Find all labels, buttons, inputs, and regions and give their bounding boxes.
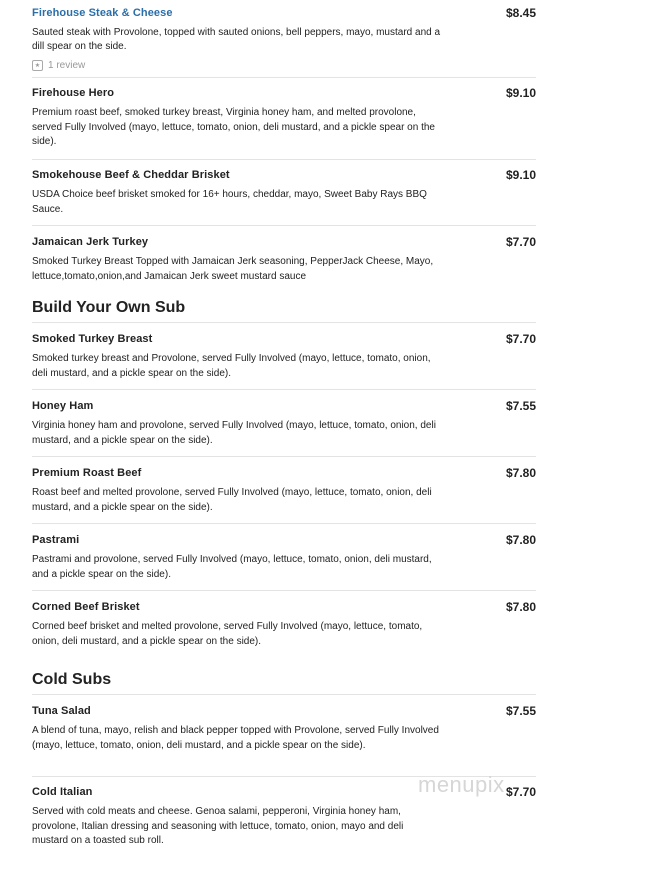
menu-item-price: $7.55 bbox=[505, 399, 536, 413]
menu-item-description: Sauted steak with Provolone, topped with sauted onions, bell peppers, mayo, mustard and a dill spear on the side. bbox=[32, 26, 441, 52]
menu-item-description: A blend of tuna, mayo, relish and black pepper topped with Provolone, served Fully Involved (mayo, lettuce, tomato, onion, deli mustard, and a pickle spear on the side). bbox=[32, 725, 439, 751]
menu-item bbox=[32, 323, 536, 390]
menu-item-price: $7.70 bbox=[505, 332, 536, 346]
menu-item bbox=[32, 0, 536, 78]
review-link[interactable] bbox=[32, 59, 536, 73]
menu-item bbox=[32, 390, 536, 457]
menu-item bbox=[32, 226, 536, 299]
menu-item-header bbox=[32, 86, 536, 106]
menu-item-header bbox=[32, 235, 536, 255]
menu-item-header bbox=[32, 600, 536, 620]
menu-item-description: Corned beef brisket and melted provolone, served Fully Involved (mayo, lettuce, tomato, onion, deli mustard, and a pickle spear on the side). bbox=[32, 621, 423, 647]
menu-item-description: USDA Choice beef brisket smoked for 16+ hours, cheddar, mayo, Sweet Baby Rays BBQ Sauce. bbox=[32, 189, 427, 215]
menu-item-name-link[interactable]: Firehouse Steak & Cheese bbox=[32, 7, 173, 19]
menu-item bbox=[32, 160, 536, 226]
menu-item bbox=[32, 524, 536, 591]
menu-item-name: Honey Ham bbox=[32, 400, 94, 412]
menu-item-name: Smokehouse Beef & Cheddar Brisket bbox=[32, 169, 230, 181]
menu-item bbox=[32, 591, 536, 671]
menu-item-price: $9.10 bbox=[505, 168, 536, 182]
menu-item-description: Premium roast beef, smoked turkey breast, Virginia honey ham, and melted provolone, served Fully Involved (mayo, lettuce, tomato, onion, deli mustard, and a pickle spear on the side). bbox=[32, 107, 435, 147]
menu-item-header bbox=[32, 332, 536, 352]
menu-item-price: $7.55 bbox=[505, 704, 536, 718]
review-count: 1 review bbox=[48, 60, 86, 71]
watermark-logo: menupix bbox=[418, 772, 505, 797]
menu-item-name: Firehouse Hero bbox=[32, 87, 115, 99]
menu-list bbox=[32, 0, 536, 855]
menu-item-price: $7.80 bbox=[505, 533, 536, 547]
menu-item bbox=[32, 457, 536, 524]
menu-item-header bbox=[32, 785, 536, 805]
menu-item-name: Tuna Salad bbox=[32, 705, 91, 717]
menu-item-header bbox=[32, 6, 536, 26]
section-title-build-your-own: Build Your Own Sub bbox=[32, 299, 536, 323]
menu-item-header bbox=[32, 399, 536, 419]
menu-item-header bbox=[32, 533, 536, 553]
menu-item-price: $7.80 bbox=[505, 466, 536, 480]
menu-item-header bbox=[32, 168, 536, 188]
menu-item bbox=[32, 78, 536, 160]
menu-item-name: Corned Beef Brisket bbox=[32, 601, 140, 613]
menu-item bbox=[32, 777, 536, 855]
menu-item-name: Cold Italian bbox=[32, 786, 93, 798]
menu-item-header bbox=[32, 466, 536, 486]
menu-item-description: Virginia honey ham and provolone, served Fully Involved (mayo, lettuce, tomato, onion, deli mustard, and a pickle spear on the side). bbox=[32, 420, 436, 446]
menu-item-name: Premium Roast Beef bbox=[32, 467, 142, 479]
menu-item-price: $9.10 bbox=[505, 86, 536, 100]
section-title-cold-subs: Cold Subs bbox=[32, 671, 536, 695]
menu-item bbox=[32, 695, 536, 777]
menu-item-description: Smoked Turkey Breast Topped with Jamaican Jerk seasoning, PepperJack Cheese, Mayo, lettuce,tomato,onion,and Jamaican Jerk sweet mustard sauce bbox=[32, 256, 434, 282]
menu-item-name: Jamaican Jerk Turkey bbox=[32, 236, 149, 248]
menu-item-description: Pastrami and provolone, served Fully Involved (mayo, lettuce, tomato, onion, deli mustard, and a pickle spear on the side). bbox=[32, 554, 432, 580]
review-icon: ★ bbox=[32, 60, 43, 71]
menu-item-price: $7.70 bbox=[505, 235, 536, 249]
menu-item-description: Served with cold meats and cheese. Genoa salami, pepperoni, Virginia honey ham, provolone, Italian dressing and seasoning with lettuce, tomato, onion, mayo and deli mustard on a toasted sub roll. bbox=[32, 806, 404, 846]
menu-item-price: $8.45 bbox=[505, 6, 536, 20]
menu-item-price: $7.70 bbox=[505, 785, 536, 799]
menu-item-header bbox=[32, 704, 536, 724]
menu-item-description: Smoked turkey breast and Provolone, served Fully Involved (mayo, lettuce, tomato, onion, deli mustard, and a pickle spear on the side). bbox=[32, 353, 431, 379]
menu-item-price: $7.80 bbox=[505, 600, 536, 614]
menu-item-description: Roast beef and melted provolone, served Fully Involved (mayo, lettuce, tomato, onion, deli mustard, and a pickle spear on the side). bbox=[32, 487, 432, 513]
menu-item-name: Smoked Turkey Breast bbox=[32, 333, 153, 345]
menu-item-name: Pastrami bbox=[32, 534, 80, 546]
